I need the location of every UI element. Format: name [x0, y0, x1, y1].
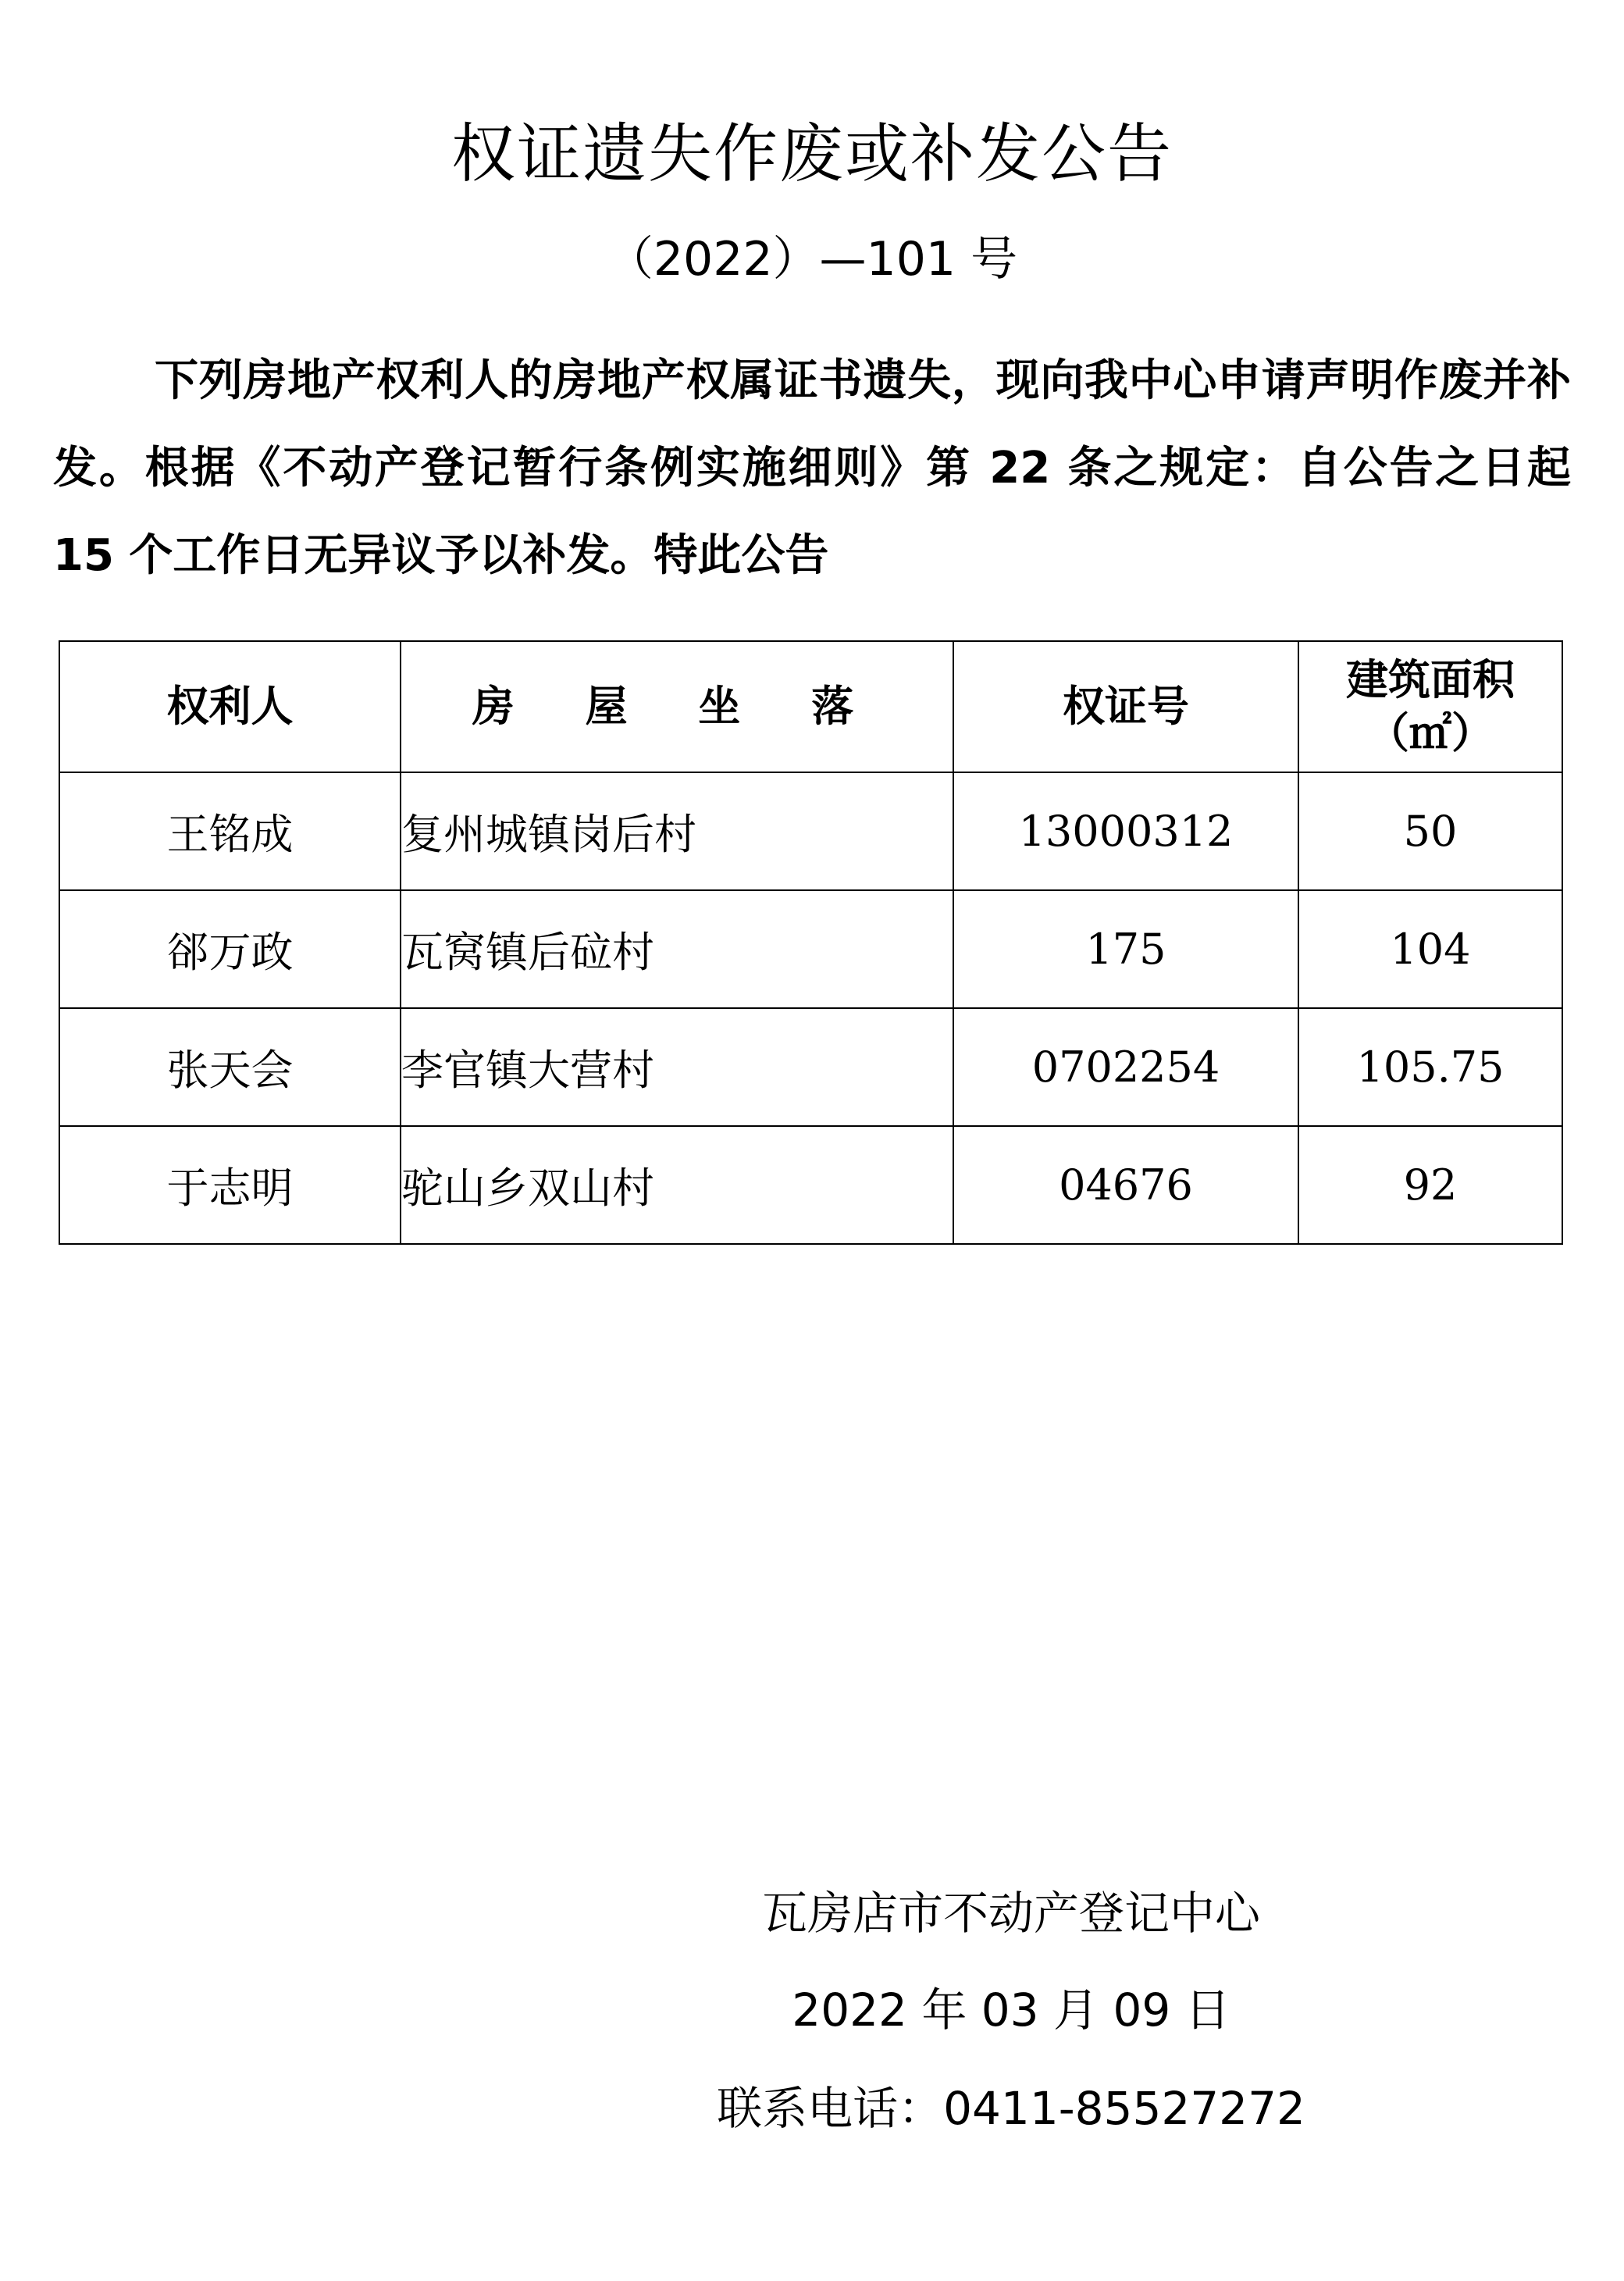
cell-area: 92: [1298, 1126, 1562, 1244]
cell-owner: 张天会: [59, 1008, 401, 1126]
header-location-label: 房 屋 坐 落: [472, 682, 882, 731]
contact-phone: 联系电话：0411-85527272: [717, 2082, 1305, 2135]
cell-area: 105.75: [1298, 1008, 1562, 1126]
cell-cert-no: 04676: [953, 1126, 1298, 1244]
notice-title: 权证遗失作废或补发公告: [451, 117, 1173, 191]
header-owner: 权利人: [59, 641, 401, 772]
cell-location: 复州城镇岗后村: [401, 772, 953, 890]
document-number: （2022）—101 号: [606, 232, 1018, 287]
table-row: [59, 1126, 1562, 1244]
table-row: [59, 890, 1562, 1008]
cell-area: 104: [1298, 890, 1562, 1008]
cell-owner: 郤万政: [59, 890, 401, 1008]
cell-cert-no: 13000312: [953, 772, 1298, 890]
cell-location: 驼山乡双山村: [401, 1126, 953, 1244]
cell-owner: 于志明: [59, 1126, 401, 1244]
header-location: [401, 641, 953, 772]
header-area-unit: （㎡）: [1367, 708, 1494, 757]
cell-cert-no: 0702254: [953, 1008, 1298, 1126]
table-header-row: [59, 641, 1562, 772]
header-cert-no: 权证号: [953, 641, 1298, 772]
table-row: [59, 1008, 1562, 1126]
cell-location: 瓦窝镇后砬村: [401, 890, 953, 1008]
cell-cert-no: 175: [953, 890, 1298, 1008]
cell-area: 50: [1298, 772, 1562, 890]
notice-paragraph: 下列房地产权利人的房地产权属证书遗失，现向我中心申请声明作废并补发。根据《不动产登记暂行条例实施细则》第 22 条之规定：自公告之日起 15 个工作日无异议予以补发。特此公告: [53, 355, 1571, 581]
issue-date: 2022 年 03 月 09 日: [792, 1983, 1230, 2037]
cell-location: 李官镇大营村: [401, 1008, 953, 1126]
table-row: [59, 772, 1562, 890]
header-area-label: 建筑面积: [1346, 655, 1515, 704]
cell-owner: 王铭成: [59, 772, 401, 890]
header-area: [1298, 641, 1562, 772]
issuer-name: 瓦房店市不动产登记中心: [761, 1887, 1260, 1940]
certificate-table: [59, 640, 1563, 1245]
